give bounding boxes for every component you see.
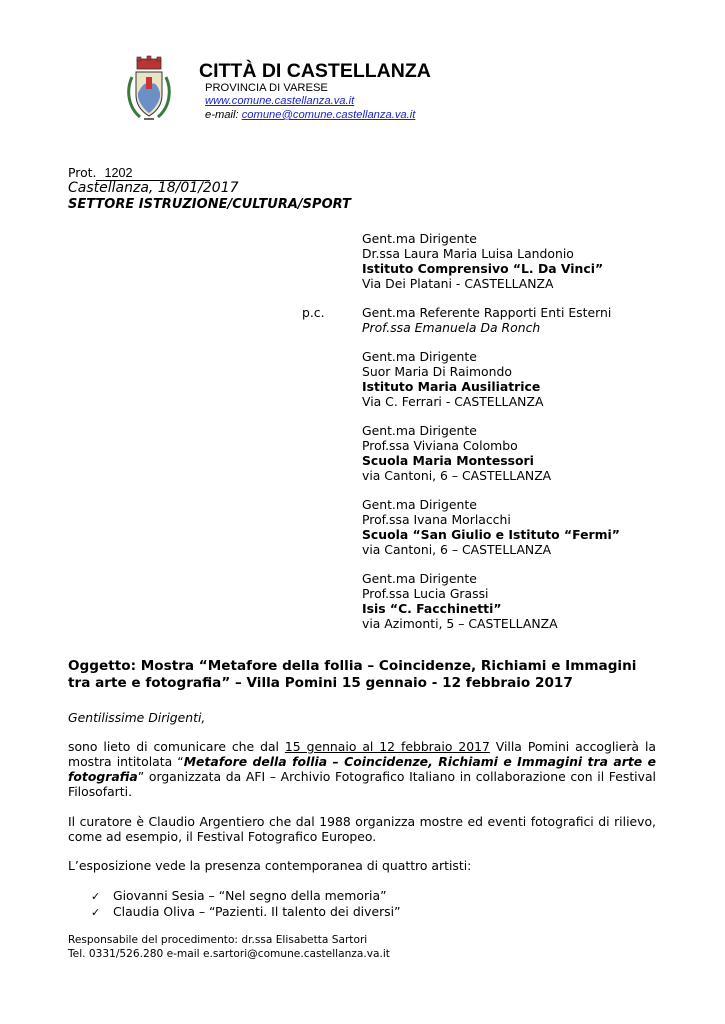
province-name: PROVINCIA DI VARESE [205, 82, 328, 94]
addressee-name: Prof.ssa Viviana Colombo [362, 438, 518, 453]
sector-name: SETTORE ISTRUZIONE/CULTURA/SPORT [68, 197, 351, 212]
footer [68, 933, 390, 961]
addressee-name: Dr.ssa Laura Maria Luisa Landonio [362, 246, 574, 261]
municipal-crest-icon [124, 55, 174, 125]
addressee-institute: Scuola “San Giulio e Istituto “Fermi” [362, 527, 620, 542]
city-name: CITTÀ DI CASTELLANZA [199, 60, 431, 82]
footer-contact: Tel. 0331/526.280 e-mail e.sartori@comune.castellanza.va.it [68, 948, 390, 960]
body-paragraph: Il curatore è Claudio Argentiero che dal 1988 organizza mostre ed eventi fotografici di rilievo, come ad esempio, il Festival Fotografico Europeo. [68, 814, 656, 844]
email-link[interactable]: comune@comune.castellanza.va.it [241, 109, 416, 121]
addressee-title: Gent.ma Dirigente [362, 231, 477, 246]
addressee-address: via Cantoni, 6 – CASTELLANZA [362, 542, 552, 557]
addressee-name: Suor Maria Di Raimondo [362, 364, 512, 379]
addressee-address: via Azimonti, 5 – CASTELLANZA [362, 616, 558, 631]
addressee-name: Prof.ssa Ivana Morlacchi [362, 512, 511, 527]
salutation: Gentilissime Dirigenti, [68, 710, 206, 725]
addressee-block [362, 423, 682, 483]
addressee-address: Via Dei Platani - CASTELLANZA [362, 276, 554, 291]
body-text: Villa Pomini accoglierà la mostra intitolata “ [68, 739, 656, 769]
addressee-name: Prof.ssa Lucia Grassi [362, 586, 489, 601]
addressee-block [362, 497, 682, 557]
exhibition-dates: 15 gennaio al 12 febbraio 2017 [284, 739, 490, 754]
body-text: sono lieto di comunicare che dal [68, 739, 285, 754]
addressee-block [362, 571, 682, 631]
addressee-institute: Scuola Maria Montessori [362, 453, 534, 468]
addressee-name: Prof.ssa Emanuela Da Ronch [362, 320, 541, 335]
pc-label: p.c. [302, 305, 325, 320]
body-paragraph [68, 739, 656, 799]
addressee-title: Gent.ma Dirigente [362, 349, 477, 364]
protocol-row [68, 165, 210, 181]
email-label: e-mail: [205, 109, 242, 121]
addressee-block [362, 231, 682, 291]
addressee-title: Gent.ma Dirigente [362, 571, 477, 586]
artist-entry: Giovanni Sesia – “Nel segno della memoria” [113, 888, 387, 903]
addressee-block [362, 305, 682, 335]
website-row [205, 95, 354, 108]
exhibition-title: Metafore della follia – Coincidenze, Richiami e Immagini tra arte e fotografia [68, 754, 656, 784]
letter-date: Castellanza, 18/01/2017 [68, 180, 239, 196]
website-link[interactable]: www.comune.castellanza.va.it [205, 95, 355, 107]
artist-list [91, 888, 651, 920]
subject-line: Oggetto: Mostra “Metafore della follia – Coincidenze, Richiami e Immagini tra arte e fotografia” – Villa Pomini 15 gennaio - 12 febbraio 2017 [68, 658, 637, 691]
list-item [91, 904, 651, 920]
addressee-institute: Istituto Maria Ausiliatrice [362, 379, 541, 394]
protocol-number: 1202 [96, 167, 210, 181]
addressee-institute: Istituto Comprensivo “L. Da Vinci” [362, 261, 604, 276]
addressee-title: Gent.ma Dirigente [362, 423, 477, 438]
addressee-title: Gent.ma Dirigente [362, 497, 477, 512]
body-text: ” organizzata da AFI – Archivio Fotografico Italiano in collaborazione con il Festival Filosofarti. [68, 769, 656, 799]
artist-entry: Claudia Oliva – “Pazienti. Il talento dei diversi” [113, 904, 401, 919]
addressee-institute: Isis “C. Facchinetti” [362, 601, 502, 616]
email-row [205, 109, 415, 122]
addressee-title: Gent.ma Referente Rapporti Enti Esterni [362, 305, 612, 320]
list-item [91, 888, 651, 904]
protocol-label: Prot. [68, 165, 97, 180]
checkmark-icon: ✓ [91, 906, 101, 919]
addressee-block [362, 349, 682, 409]
checkmark-icon: ✓ [91, 890, 101, 903]
addressee-address: Via C. Ferrari - CASTELLANZA [362, 394, 544, 409]
addressee-address: via Cantoni, 6 – CASTELLANZA [362, 468, 552, 483]
footer-responsible: Responsabile del procedimento: dr.ssa Elisabetta Sartori [68, 934, 368, 946]
body-paragraph: L’esposizione vede la presenza contemporanea di quattro artisti: [68, 858, 472, 873]
